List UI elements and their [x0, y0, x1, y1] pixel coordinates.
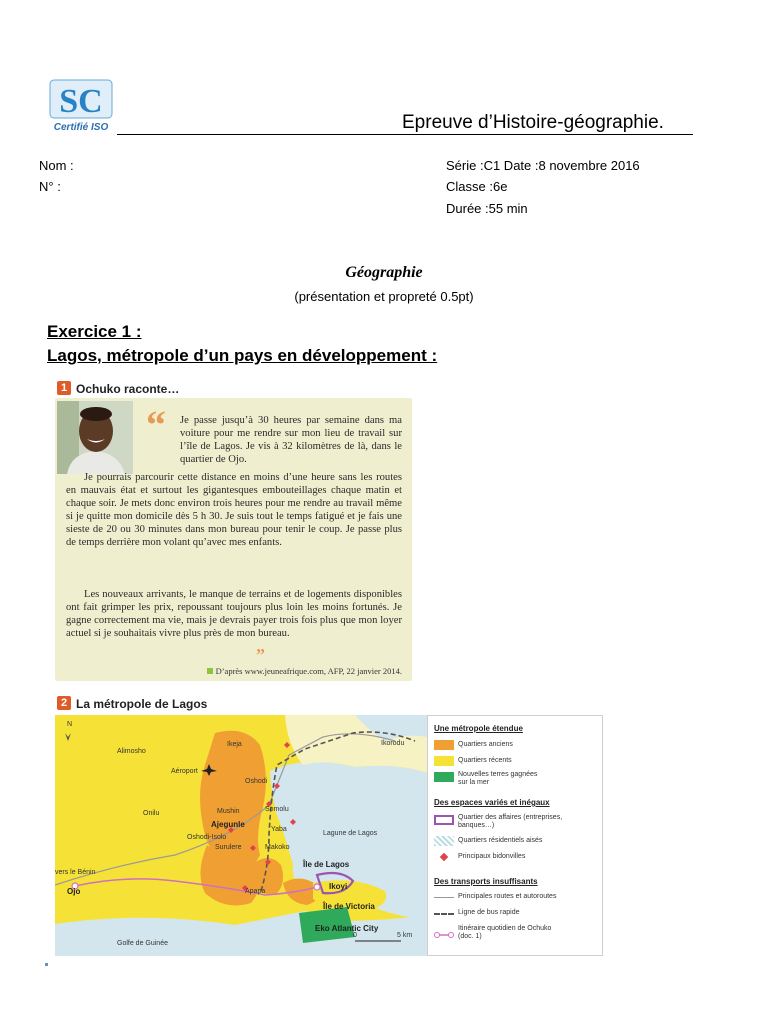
svg-text:Ikoyi: Ikoyi	[329, 882, 348, 891]
svg-text:Eko Atlantic City: Eko Atlantic City	[315, 924, 379, 933]
svg-text:Lagune de Lagos: Lagune de Lagos	[323, 830, 378, 837]
number-label: N° :	[39, 179, 61, 194]
svg-text:vers le Bénin: vers le Bénin	[55, 869, 96, 876]
legend-bus: Ligne de bus rapide	[458, 909, 520, 916]
svg-text:Île de Victoria: Île de Victoria	[323, 902, 375, 911]
lagos-map	[55, 715, 427, 956]
doc2-badge: 2	[57, 696, 71, 710]
quote-open-icon: “	[146, 402, 166, 447]
exercise-number: Exercice 1 :	[47, 322, 142, 341]
svg-text:5 km: 5 km	[397, 932, 413, 939]
svg-text:Oshodi-Isolo: Oshodi-Isolo	[187, 834, 227, 841]
doc1-paragraph-3: Les nouveaux arrivants, le manque de terrains et de logements disponibles ont fait grimper les prix, repoussant toujours plus loin les moins fortunés. Je gagne correctement ma vie, mais je devrais payer trois fois plus que mon loyer actuel si je souhaitais vivre plus près de mon bureau.	[66, 589, 402, 639]
classe: Classe :6e	[446, 179, 508, 194]
road-line-icon	[434, 897, 454, 898]
legend-residentiels: Quartiers résidentiels aisés	[458, 837, 543, 844]
svg-text:Ojo: Ojo	[67, 887, 81, 896]
doc1-paragraph-2: Je pourrais parcourir cette distance en moins d’une heure sans les routes en mauvais état et surtout les gigantesques embouteillages chaque matin et chaque soir. Je mets donc environ trois heures pour me rendre au travail même si je quitte mon domicile dès 5 h 30. Je suis tout le temps fatigué et je fais une sieste de 20 ou 30 minutes dans mon bureau pour tenir le coup. Je passe plus de temps derrière mon volant qu’avec mes enfants.	[66, 472, 402, 548]
serie-date: Série :C1 Date :8 novembre 2016	[446, 158, 640, 173]
svg-text:Yaba: Yaba	[271, 826, 287, 833]
svg-text:0: 0	[353, 932, 357, 939]
iso-logo	[49, 79, 113, 133]
svg-text:N: N	[67, 721, 73, 728]
title-underline	[117, 134, 693, 135]
svg-text:Apapa: Apapa	[245, 888, 266, 895]
legend-recents: Quartiers récents	[458, 757, 512, 764]
quote-close-icon: ”	[256, 645, 265, 665]
legend-itineraire: Itinéraire quotidien de Ochuko (doc. 1)	[458, 925, 552, 940]
doc1-source-text: D’après www.jeuneafrique.com, AFP, 22 janvier 2014.	[215, 666, 402, 676]
nom-label: Nom :	[39, 158, 74, 173]
ochuko-photo	[57, 401, 133, 474]
svg-text:Alimosho: Alimosho	[117, 748, 146, 755]
svg-text:Surulere: Surulere	[215, 844, 242, 851]
exam-title: Epreuve d’Histoire-géographie.	[402, 112, 664, 133]
swatch-residentiels	[434, 836, 454, 846]
swatch-terres	[434, 772, 454, 782]
duree: Durée :55 min	[446, 201, 528, 216]
legend-heading-3: Des transports insuffisants	[434, 877, 538, 886]
svg-text:Île de Lagos: Île de Lagos	[303, 860, 350, 869]
slum-icon	[440, 853, 448, 861]
svg-text:Somolu: Somolu	[265, 806, 289, 813]
section-note: (présentation et propreté 0.5pt)	[294, 289, 474, 304]
doc2-heading: La métropole de Lagos	[76, 697, 208, 711]
doc1-source	[207, 666, 402, 676]
doc1-badge: 1	[57, 381, 71, 395]
legend-heading-1: Une métropole étendue	[434, 724, 523, 733]
map-legend	[427, 715, 603, 956]
doc1-heading: Ochuko raconte…	[76, 382, 180, 396]
swatch-anciens	[434, 740, 454, 750]
swatch-affaires	[434, 815, 454, 825]
svg-text:Certifié ISO: Certifié ISO	[53, 122, 109, 133]
svg-text:Ikorodu: Ikorodu	[381, 740, 405, 747]
legend-anciens: Quartiers anciens	[458, 741, 513, 748]
exercise-title: Lagos, métropole d’un pays en développement :	[47, 346, 438, 365]
legend-terres: Nouvelles terres gagnées sur la mer	[458, 771, 538, 786]
swatch-recents	[434, 756, 454, 766]
bus-line-icon	[434, 913, 454, 915]
legend-routes: Principales routes et autoroutes	[458, 893, 557, 900]
svg-text:Ajegunle: Ajegunle	[211, 820, 245, 829]
legend-bidonvilles: Principaux bidonvilles	[458, 853, 526, 860]
source-square-icon	[207, 668, 213, 674]
legend-affaires: Quartier des affaires (entreprises, banques…)	[458, 814, 563, 829]
itinerary-icon	[434, 926, 454, 934]
legend-heading-2: Des espaces variés et inégaux	[434, 798, 550, 807]
svg-text:Mushin: Mushin	[217, 808, 240, 815]
svg-text:Ikeja: Ikeja	[227, 741, 242, 748]
svg-text:Onilu: Onilu	[143, 810, 160, 817]
page-mark	[45, 963, 48, 966]
section-title: Géographie	[345, 264, 423, 281]
svg-text:Oshodi: Oshodi	[245, 778, 268, 785]
svg-text:Golfe de Guinée: Golfe de Guinée	[117, 940, 168, 947]
doc1-paragraph-1: Je passe jusqu’à 30 heures par semaine dans ma voiture pour me rendre sur mon lieu de travail sur l’île de Lagos. Je vis à 32 kilomètres de là, dans le quartier de Ojo.	[180, 415, 402, 465]
svg-text:Aéroport: Aéroport	[171, 768, 198, 775]
svg-text:Makoko: Makoko	[265, 844, 290, 851]
svg-text:SC: SC	[59, 83, 103, 120]
